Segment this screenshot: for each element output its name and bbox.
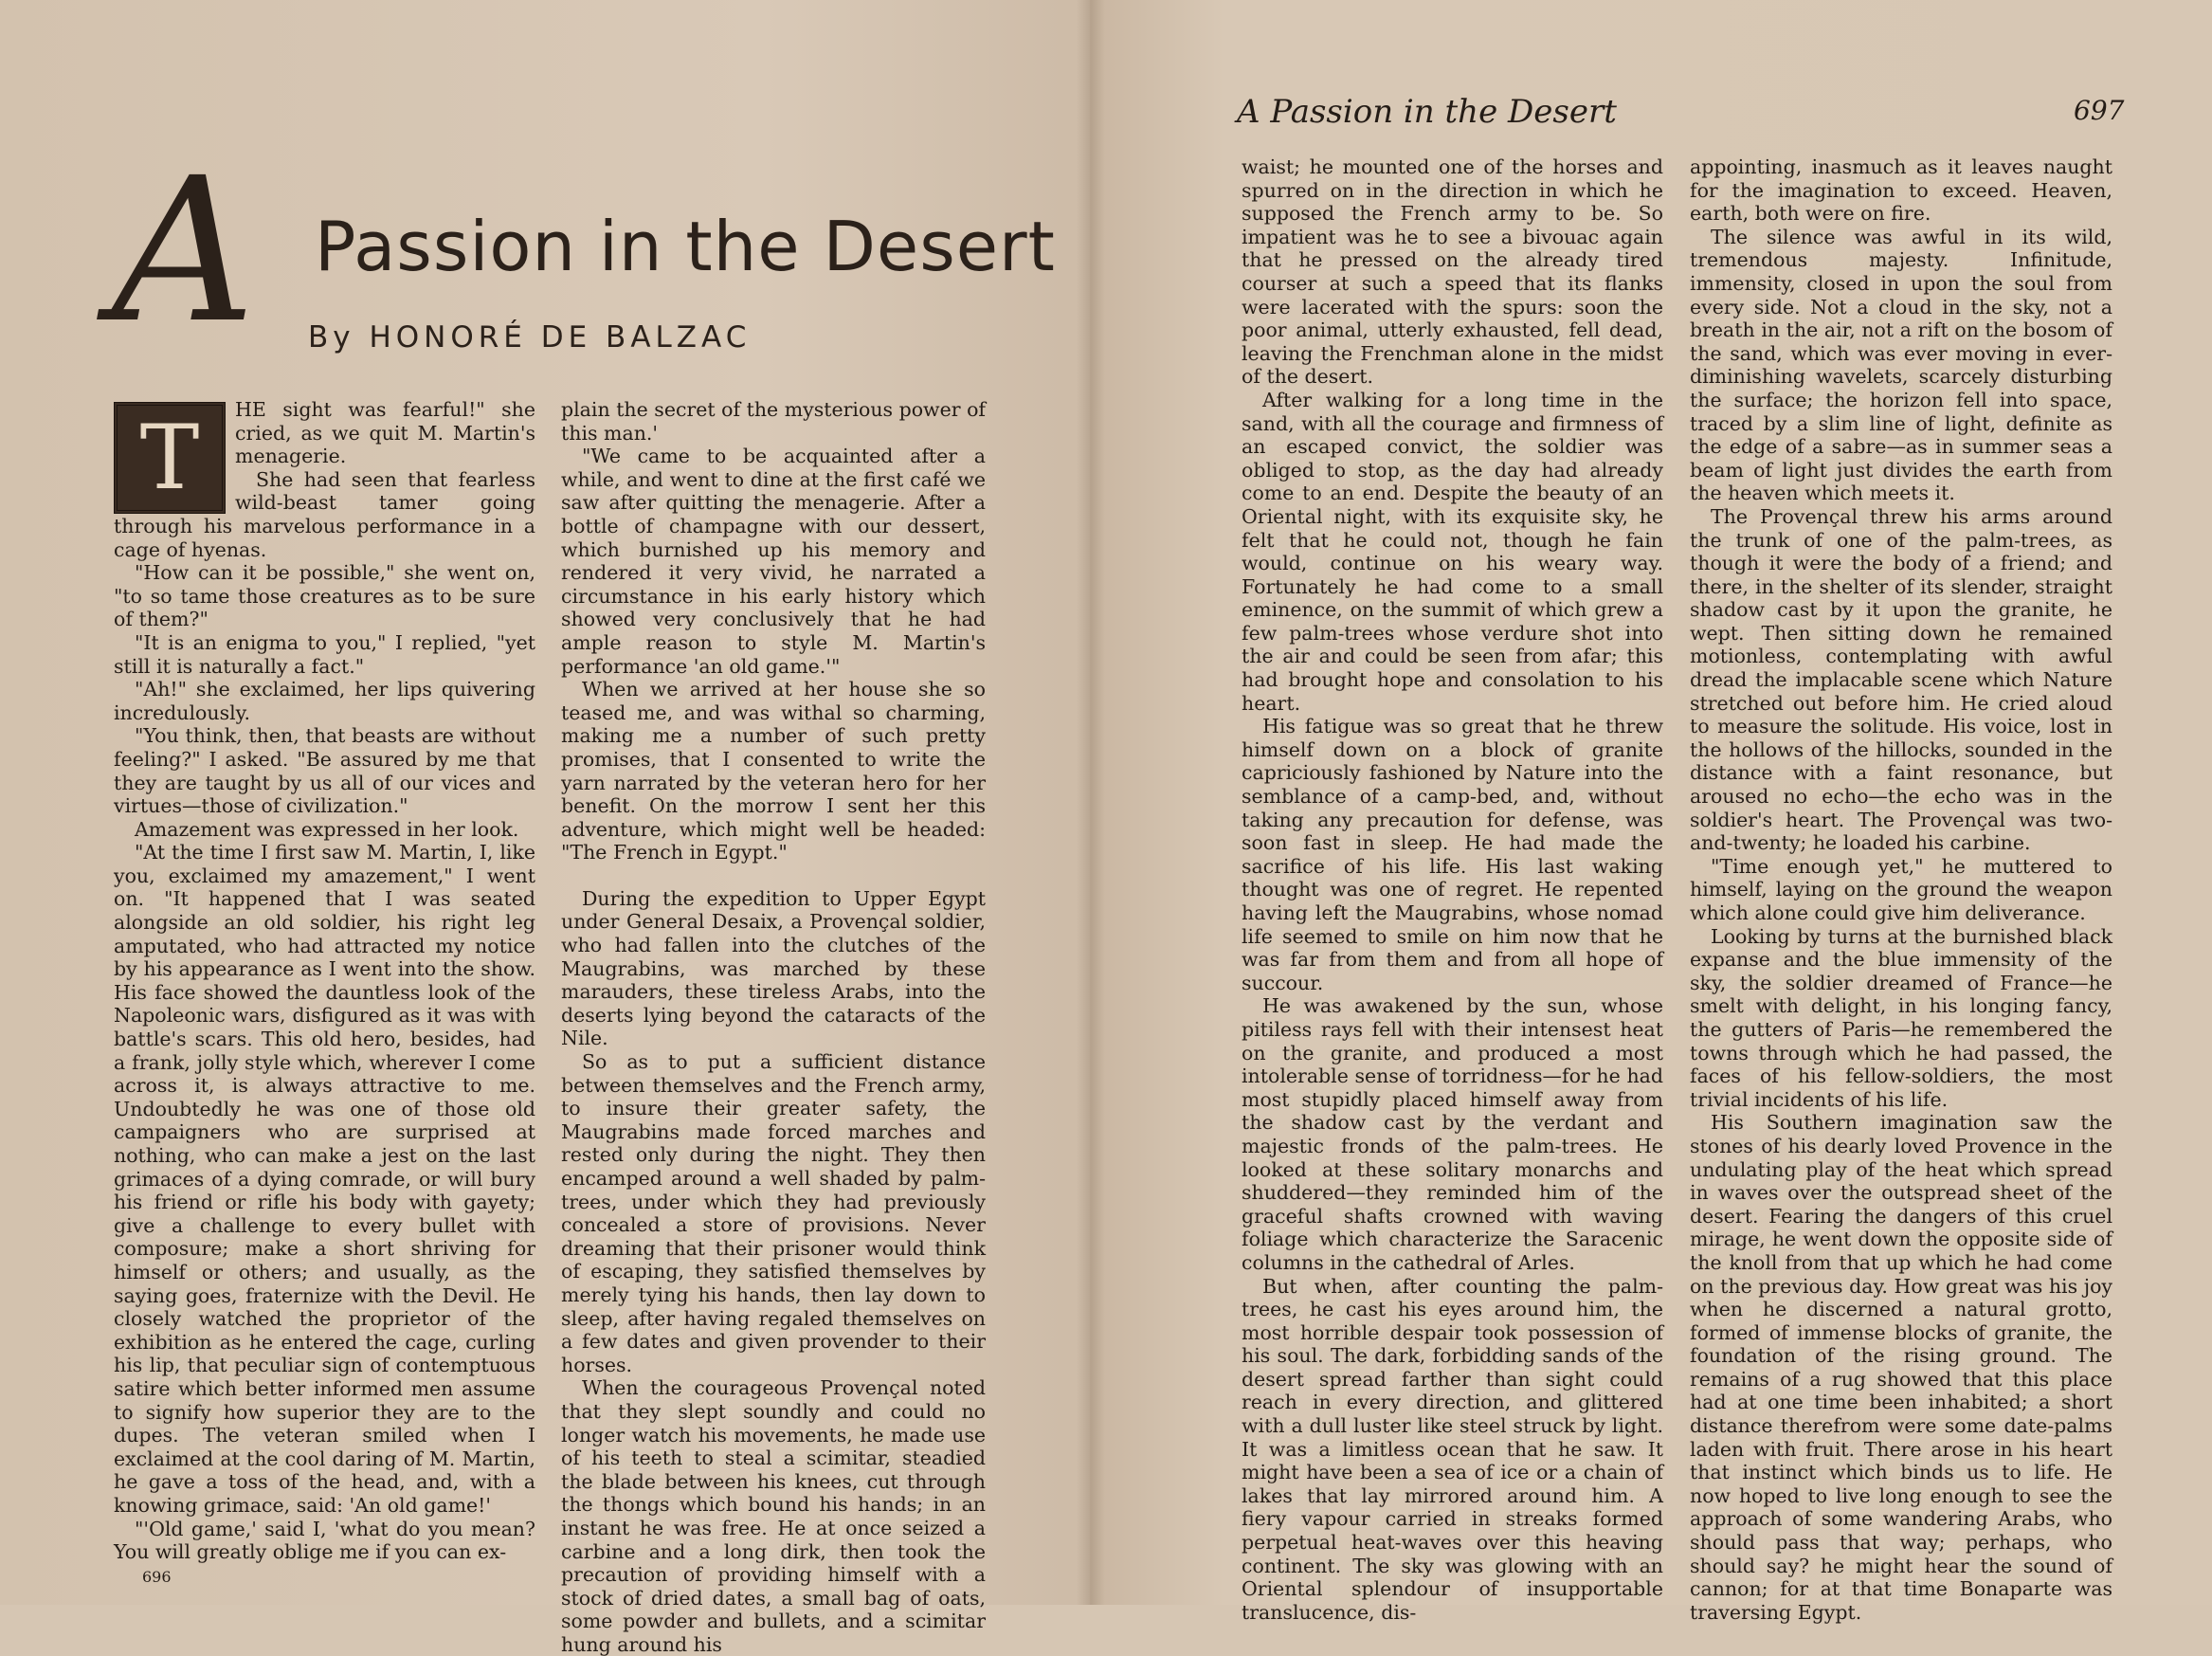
column-4 (1690, 155, 2112, 1624)
paragraph: When the courageous Provençal noted that they slept soundly and could no longer watch his movements, he made use of his teeth to steal a scimitar, steadied the blade between his knees, cut through the thongs which bound his hands; in an instant he was free. He at once seized a carbine and a long dirk, then took the precaution of providing himself with a stock of dried dates, a small bag of oats, some powder and bullets, and a scimitar hung around his (561, 1376, 986, 1656)
dropcap-ornament (114, 402, 226, 514)
byline: By HONORÉ DE BALZAC (308, 320, 752, 355)
paragraph: During the expedition to Upper Egypt under General Desaix, a Provençal soldier, who had fallen into the clutches of the Maugrabins, was marched by these marauders, these tireless Arabs, into the deserts lying beyond the cataracts of the Nile. (561, 886, 986, 1050)
paragraph: After walking for a long time in the sand, with all the courage and firmness of an escaped convict, the soldier was obliged to stop, as the day had already come to an end. Despite the beauty of an Oriental night, with its exquisite sky, he felt that he could not, though he fain would, continue on his weary way. Fortunately he had come to a small eminence, on the summit of which grew a few palm-trees whose verdure shot into the air and could be seen from afar; this had brought hope and consolation to his heart. (1242, 388, 1663, 715)
paragraph: But when, after counting the palm-trees, he cast his eyes around him, the most horrible despair took possession of his soul. The dark, forbidding sands of the desert spread farther than sight could reach in every direction, and glittered with a dull luster like steel struck by light. It was a limitless ocean that he saw. It might have been a sea of ice or a chain of lakes that lay mirrored around him. A fiery vapour carried in streaks formed perpetual heat-waves over this heaving continent. The sky was glowing with an Oriental splendour of insupportable translucence, dis- (1242, 1274, 1663, 1624)
paragraph: His fatigue was so great that he threw himself down on a block of granite capriciously fashioned by Nature into the semblance of a camp-bed, and, without taking any precaution for defense, was soon fast in sleep. He had made the sacrifice of his life. His last waking thought was one of regret. He repented having left the Maugrabins, whose nomad life seemed to smile on him now that he was far from them and from all hope of succour. (1242, 715, 1663, 994)
paragraph: "How can it be possible," she went on, "to so tame those creatures as to be sure of them?" (114, 561, 535, 631)
paragraph: Looking by turns at the burnished black expanse and the blue immensity of the sky, the soldier dreamed of France—he smelt with delight, in his longing fancy, the gutters of Paris—he remembered the towns through which he had passed, the faces of his fellow-soldiers, the most trivial incidents of his life. (1690, 924, 2112, 1111)
dropcap-letter: T (139, 407, 200, 510)
page-number-left: 696 (142, 1568, 172, 1586)
column-2 (561, 398, 986, 1656)
paragraph: The Provençal threw his arms around the trunk of one of the palm-trees, as though it were the body of a friend; and there, in the shelter of its slender, straight shadow cast by it upon the granite, he wept. Then sitting down he remained motionless, contemplating with awful dread the implacable scene which Nature stretched out before him. He cried aloud to measure the solitude. His voice, lost in the hollows of the hillocks, sounded in the distance with a faint resonance, but aroused no echo—the echo was in the soldier's heart. The Provençal was two-and-twenty; he loaded his carbine. (1690, 504, 2112, 855)
paragraph: "Time enough yet," he muttered to himself, laying on the ground the weapon which alone could give him deliverance. (1690, 854, 2112, 924)
book-gutter (1077, 0, 1105, 1605)
column-3 (1242, 155, 1663, 1624)
paragraph: appointing, inasmuch as it leaves naught for the imagination to exceed. Heaven, earth, both were on fire. (1690, 155, 2112, 226)
paragraph: "You think, then, that beasts are without feeling?" I asked. "Be assured by me that they are taught by us all of our vices and virtues—those of civilization." (114, 724, 535, 818)
paragraph: Amazement was expressed in her look. (135, 817, 519, 841)
paragraph: plain the secret of the mysterious power of this man.' (561, 398, 986, 445)
paragraph: "Ah!" she exclaimed, her lips quivering incredulously. (114, 678, 535, 724)
paragraph: "'Old game,' said I, 'what do you mean? You will greatly oblige me if you can ex- (114, 1517, 535, 1564)
paragraph: "We came to be acquainted after a while, and went to dine at the first café we saw after quitting the menagerie. After a bottle of champagne with our dessert, which burnished up his memory and rendered it very vivid, he narrated a circumstance in his early history which showed very conclusively that he had ample reason to style M. Martin's performance 'an old game.'" (561, 445, 986, 678)
page-number-right: 697 (2074, 95, 2125, 126)
paragraph: When we arrived at her house she so teased me, and was withal so charming, making me a number of such pretty promises, that I consented to write the yarn narrated by the veteran hero for her benefit. On the morrow I sent her this adventure, which might well be headed: "The French in Egypt." (561, 678, 986, 864)
paragraph: He was awakened by the sun, whose pitiless rays fell with their intensest heat on the granite, and produced a most intolerable sense of torridness—for he had most stupidly placed himself away from the shadow cast by the verdant and majestic fronds of the palm-trees. He looked at these solitary monarchs and shuddered—they reminded him of the graceful shafts crowned with waving foliage which characterize the Saracenic columns in the cathedral of Arles. (1242, 994, 1663, 1274)
title-initial: A (112, 135, 256, 367)
running-title: A Passion in the Desert (1237, 93, 1617, 131)
paragraph: "It is an enigma to you," I replied, "yet still it is naturally a fact." (114, 630, 535, 678)
paragraph: "At the time I first saw M. Martin, I, like you, exclaimed my amazement," I went on. "It happened that I was seated alongside an old soldier, his right leg amputated, who had attracted my notice by his appearance as I went into the show. His face showed the dauntless look of the Napoleonic wars, disfigured as it was with battle's scars. This old hero, besides, had a frank, jolly style which, wherever I come across it, is always attractive to me. Undoubtedly he was one of those old campaigners who are surprised at nothing, who can make a jest on the last grimaces of a dying comrade, or will bury his friend or rifle his body with gayety; give a challenge to every bullet with composure; make a short shriving for himself or others; and usually, as the saying goes, fraternize with the Devil. He closely watched the proprietor of the exhibition as he entered the cage, curling his lip, that peculiar sign of contemptuous satire which better informed men assume to signify how superior they are to the dupes. The veteran smiled when I exclaimed at the cool daring of M. Martin, he gave a toss of the head, and, with a knowing grimace, said: 'An old game!' (114, 841, 535, 1517)
paragraph: HE sight was fearful!" she cried, as we quit M. Martin's menagerie. (235, 398, 535, 468)
column-1 (114, 398, 535, 1564)
paragraph: She had seen that fearless wild-beast tamer going through his marvelous performance in a cage of hyenas. (114, 467, 535, 561)
paragraph: His Southern imagination saw the stones of his dearly loved Provence in the undulating play of the heat which spread in waves over the outspread sheet of the desert. Fearing the dangers of this cruel mirage, he went down the opposite side of the knoll from that up which he had come on the previous day. How great was his joy when he discerned a natural grotto, formed of immense blocks of granite, the foundation of the rising ground. The remains of a rug showed that this place had at one time been inhabited; a short distance therefrom were some date-palms laden with fruit. There arose in his heart that instinct which binds us to life. He now hoped to live long enough to see the approach of some wandering Arabs, who should pass that way; perhaps, who should say? he might hear the sound of cannon; for at that time Bonaparte was traversing Egypt. (1690, 1111, 2112, 1624)
paragraph: waist; he mounted one of the horses and spurred on in the direction in which he supposed the French army to be. So impatient was he to see a bivouac again that he pressed on the already tired courser at such a speed that its flanks were lacerated with the spurs: soon the poor animal, utterly exhausted, fell dead, leaving the Frenchman alone in the midst of the desert. (1242, 155, 1663, 389)
title-text: Passion in the Desert (315, 207, 1056, 286)
paragraph: So as to put a sufficient distance between themselves and the French army, to insure their greater safety, the Maugrabins made forced marches and rested only during the night. They then encamped around a well shaded by palm-trees, under which they had previously concealed a store of provisions. Never dreaming that their prisoner would think of escaping, they satisfied themselves by merely tying his hands, then lay down to sleep, after having regaled themselves on a few dates and given provender to their horses. (561, 1050, 986, 1376)
paragraph: The silence was awful in its wild, tremendous majesty. Infinitude, immensity, closed in upon the soul from every side. Not a cloud in the sky, not a breath in the air, not a rift on the bosom of the sand, which was ever moving in ever-diminishing wavelets, scarcely disturbing the surface; the horizon fell into space, traced by a slim line of light, definite as the edge of a sabre—as in summer seas a beam of light just divides the earth from the heaven which meets it. (1690, 225, 2112, 505)
